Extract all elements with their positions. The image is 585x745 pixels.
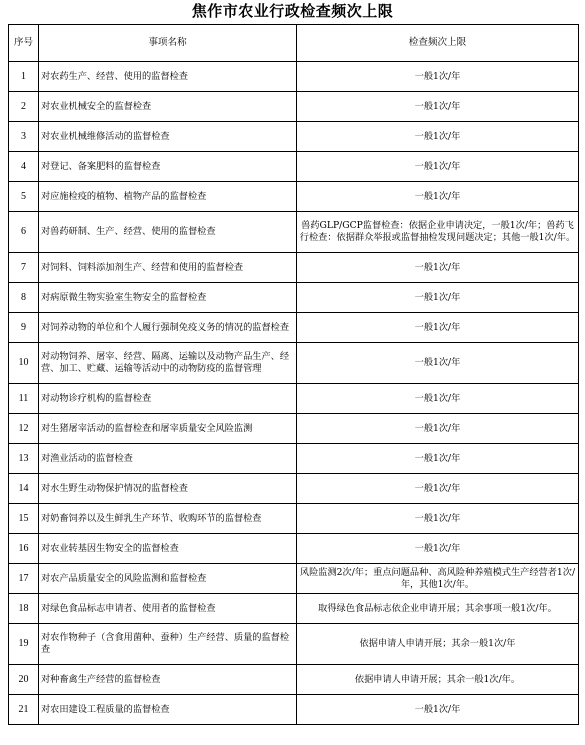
row-no: 17 (9, 564, 39, 594)
row-freq: 一般1次/年 (297, 504, 579, 534)
row-freq: 一般1次/年 (297, 414, 579, 444)
row-freq: 一般1次/年 (297, 343, 579, 384)
header-no: 序号 (9, 25, 39, 62)
table-row (9, 534, 579, 564)
table-row (9, 283, 579, 313)
row-no: 6 (9, 212, 39, 253)
row-no: 2 (9, 92, 39, 122)
row-freq: 风险监测2次/年；重点问题品种、高风险种养殖模式生产经营者1次/年，其他1次/年。 (297, 564, 579, 594)
row-name: 对农产品质量安全的风险监测和监督检查 (39, 564, 297, 594)
row-name: 对病原微生物实验室生物安全的监督检查 (39, 283, 297, 313)
row-no: 5 (9, 182, 39, 212)
row-no: 15 (9, 504, 39, 534)
row-name: 对奶畜饲养以及生鲜乳生产环节、收购环节的监督检查 (39, 504, 297, 534)
table-row (9, 444, 579, 474)
table-row (9, 594, 579, 624)
row-name: 对饲料、饲料添加剂生产、经营和使用的监督检查 (39, 253, 297, 283)
row-name: 对农作物种子（含食用菌种、蚕种）生产经营、质量的监督检查 (39, 624, 297, 665)
header-freq: 检查频次上限 (297, 25, 579, 62)
table-row (9, 665, 579, 695)
row-name: 对绿色食品标志申请者、使用者的监督检查 (39, 594, 297, 624)
row-name: 对农业机械安全的监督检查 (39, 92, 297, 122)
table-row (9, 414, 579, 444)
row-no: 21 (9, 695, 39, 725)
row-name: 对动物诊疗机构的监督检查 (39, 384, 297, 414)
row-name: 对饲养动物的单位和个人履行强制免疫义务的情况的监督检查 (39, 313, 297, 343)
row-no: 14 (9, 474, 39, 504)
row-freq: 一般1次/年 (297, 283, 579, 313)
row-name: 对渔业活动的监督检查 (39, 444, 297, 474)
row-no: 13 (9, 444, 39, 474)
table-row (9, 253, 579, 283)
row-name: 对应施检疫的植物、植物产品的监督检查 (39, 182, 297, 212)
row-freq: 一般1次/年 (297, 444, 579, 474)
row-no: 20 (9, 665, 39, 695)
row-no: 7 (9, 253, 39, 283)
row-freq: 一般1次/年 (297, 152, 579, 182)
row-name: 对农业机械维修活动的监督检查 (39, 122, 297, 152)
row-freq: 依据申请人申请开展；其余一般1次/年 (297, 624, 579, 665)
row-name: 对农业转基因生物安全的监督检查 (39, 534, 297, 564)
row-freq: 一般1次/年 (297, 253, 579, 283)
row-freq: 依据申请人申请开展；其余一般1次/年。 (297, 665, 579, 695)
row-name: 对农药生产、经营、使用的监督检查 (39, 62, 297, 92)
row-freq: 一般1次/年 (297, 534, 579, 564)
row-freq: 一般1次/年 (297, 695, 579, 725)
row-freq: 一般1次/年 (297, 474, 579, 504)
row-no: 11 (9, 384, 39, 414)
table-row (9, 474, 579, 504)
table-row (9, 504, 579, 534)
row-name: 对登记、备案肥料的监督检查 (39, 152, 297, 182)
table-row (9, 62, 579, 92)
table-row (9, 624, 579, 665)
header-name: 事项名称 (39, 25, 297, 62)
table-row (9, 564, 579, 594)
row-freq: 一般1次/年 (297, 122, 579, 152)
row-freq: 一般1次/年 (297, 92, 579, 122)
table-row (9, 313, 579, 343)
row-no: 19 (9, 624, 39, 665)
table-row (9, 343, 579, 384)
row-no: 18 (9, 594, 39, 624)
row-no: 12 (9, 414, 39, 444)
row-freq: 兽药GLP/GCP监督检查：依据企业申请决定，一般1次/年；兽药飞行检查：依据群众举报或监督抽检发现问题决定；其他一般1次/年。 (297, 212, 579, 253)
row-freq: 取得绿色食品标志依企业申请开展；其余事项一般1次/年。 (297, 594, 579, 624)
table-row (9, 384, 579, 414)
row-no: 10 (9, 343, 39, 384)
row-no: 9 (9, 313, 39, 343)
table-row (9, 182, 579, 212)
row-no: 16 (9, 534, 39, 564)
inspection-frequency-table (8, 24, 579, 725)
table-row (9, 152, 579, 182)
row-no: 1 (9, 62, 39, 92)
row-freq: 一般1次/年 (297, 182, 579, 212)
table-row (9, 695, 579, 725)
row-no: 4 (9, 152, 39, 182)
row-freq: 一般1次/年 (297, 384, 579, 414)
row-no: 8 (9, 283, 39, 313)
row-no: 3 (9, 122, 39, 152)
table-row (9, 212, 579, 253)
row-name: 对水生野生动物保护情况的监督检查 (39, 474, 297, 504)
row-name: 对生猪屠宰活动的监督检查和屠宰质量安全风险监测 (39, 414, 297, 444)
table-header-row (9, 25, 579, 62)
row-freq: 一般1次/年 (297, 313, 579, 343)
row-name: 对农田建设工程质量的监督检查 (39, 695, 297, 725)
document-title: 焦作市农业行政检查频次上限 (191, 2, 394, 20)
row-name: 对种畜禽生产经营的监督检查 (39, 665, 297, 695)
table-row (9, 92, 579, 122)
table-row (9, 122, 579, 152)
row-freq: 一般1次/年 (297, 62, 579, 92)
row-name: 对兽药研制、生产、经营、使用的监督检查 (39, 212, 297, 253)
row-name: 对动物饲养、屠宰、经营、隔离、运输以及动物产品生产、经营、加工、贮藏、运输等活动中的动物防疫的监督管理 (39, 343, 297, 384)
